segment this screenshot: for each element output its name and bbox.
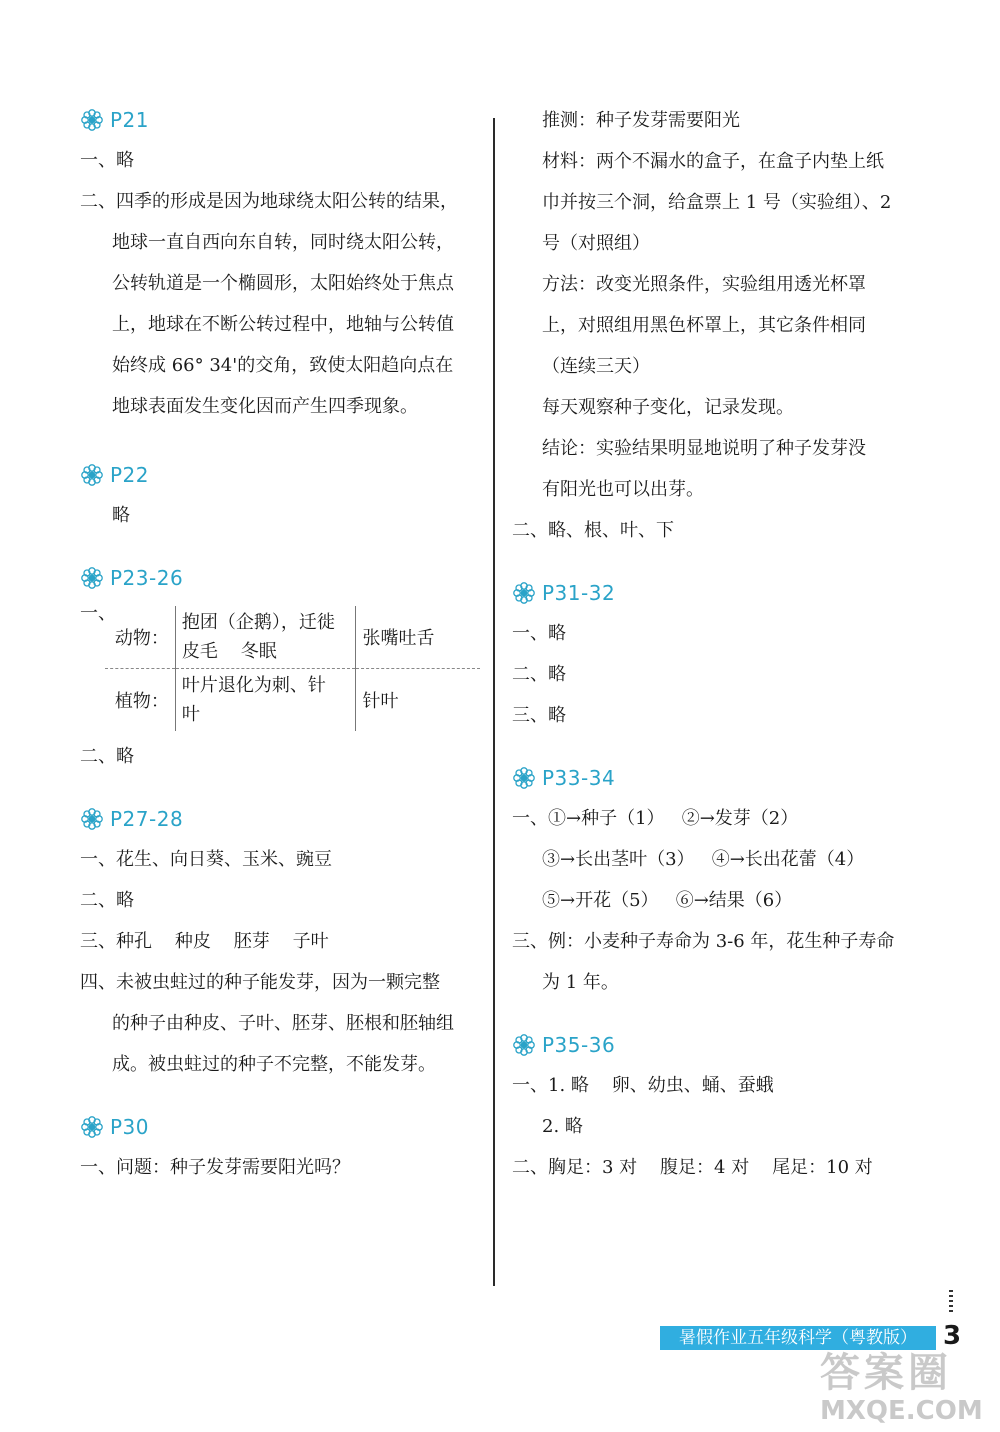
adaptation-table-block [80,598,480,736]
answer-line: 三、略 [512,705,566,726]
table-cell: 针叶 [356,669,480,732]
answer-line: 三、例：小麦种子寿命为 3-6 年，花生种子寿命 [512,931,895,952]
section-title: P30 [110,1115,150,1139]
answer-line: （连续三天） [542,356,650,377]
section-title: P35-36 [542,1033,616,1057]
cell-line: 抱团（企鹅），迁徙 [181,612,335,633]
row-label: 植物： [114,691,169,712]
section-header-p35-36 [512,1025,917,1065]
table-row [105,606,480,669]
flower-bullet-icon [512,1033,536,1057]
section-header-p30 [80,1107,480,1147]
answer-line: 上，对照组用黑色杯罩上，其它条件相同 [542,315,866,336]
section-header-p21 [80,100,480,140]
answer-line: 一、略 [512,623,566,644]
answer-line: 一、问题：种子发芽需要阳光吗？ [80,1157,350,1178]
answer-line: 二、略 [512,664,566,685]
section-title: P31-32 [542,581,616,605]
answer-line: 每天观察种子变化，记录发现。 [542,397,794,418]
flower-bullet-icon [512,581,536,605]
answer-line: 始终成 66° 34'的交角，致使太阳趋向点在 [112,355,454,376]
watermark-url: MXQE.COM [820,1396,983,1426]
answer-line: 的种子由种皮、子叶、胚芽、胚根和胚轴组 [112,1013,454,1034]
answer-line: 四、未被虫蛀过的种子能发芽，因为一颗完整 [80,972,440,993]
answer-line: 结论：实验结果明显地说明了种子发芽没 [542,438,866,459]
cell-line: 叶片退化为刺、针 [181,675,326,696]
section-header-p31-32 [512,573,917,613]
section-header-p33-34 [512,758,917,798]
answer-line: 成。被虫蛀过的种子不完整，不能发芽。 [112,1054,436,1075]
answer-line: ⑤→开花（5） ⑥→结果（6） [542,890,793,911]
table-cell: 张嘴吐舌 [356,606,480,669]
section-header-p22 [80,455,480,495]
flower-bullet-icon [80,566,104,590]
answer-line: 二、四季的形成是因为地球绕太阳公转的结果， [80,191,458,212]
answer-line: 推测：种子发芽需要阳光 [542,110,740,131]
answer-line: 一、1. 略 卵、幼虫、蛹、蚕蛾 [512,1075,774,1096]
answer-line: 为 1 年。 [542,972,619,993]
page-number: 3 [942,1321,962,1351]
book-title-band: 暑假作业五年级科学（粤教版） [660,1326,936,1350]
answer-line: 三、种孔 种皮 胚芽 子叶 [80,931,329,952]
section-header-p27-28 [80,799,480,839]
answer-line: 有阳光也可以出芽。 [542,479,704,500]
watermark-text: 答案圈 [820,1350,952,1396]
answer-line: 二、略 [80,890,134,911]
flower-bullet-icon [512,766,536,790]
flower-bullet-icon [80,463,104,487]
column-divider [493,118,495,1286]
answer-line: 号（对照组） [542,233,650,254]
answer-line: ③→长出茎叶（3） ④→长出花蕾（4） [542,849,865,870]
flower-bullet-icon [80,807,104,831]
answer-line: 一、①→种子（1） ②→发芽（2） [512,808,799,829]
answer-line: 地球一直自西向东自转，同时绕太阳公转， [112,232,454,253]
question-number: 一、 [80,603,116,624]
answer-line: 巾并按三个洞，给盒票上 1 号（实验组）、2 [542,192,892,213]
flower-bullet-icon [80,108,104,132]
flower-bullet-icon [80,1115,104,1139]
answer-line: 二、略 [80,746,134,767]
answer-line: 二、胸足：3 对 腹足：4 对 尾足：10 对 [512,1157,873,1178]
answer-line: 上，地球在不断公转过程中，地轴与公转值 [112,314,454,335]
section-title: P23-26 [110,566,184,590]
left-column [80,100,480,1188]
adaptation-table [105,606,480,731]
table-cell [175,669,356,732]
section-header-p23-26 [80,558,480,598]
answer-line: 一、花生、向日葵、玉米、豌豆 [80,849,332,870]
answer-line: 2. 略 [542,1116,583,1137]
section-title: P22 [110,463,150,487]
answer-line: 二、略、根、叶、下 [512,520,674,541]
answer-line: 略 [112,505,130,526]
watermark [820,1350,990,1430]
table-row [105,669,480,732]
answer-line: 方法：改变光照条件，实验组用透光杯罩 [542,274,866,295]
section-title: P27-28 [110,807,184,831]
cell-line: 皮毛 冬眠 [181,641,277,662]
row-label: 动物： [105,606,175,669]
page-number-dots [949,1290,953,1312]
answer-line: 材料：两个不漏水的盒子，在盒子内垫上纸 [542,151,884,172]
section-title: P33-34 [542,766,616,790]
right-column [512,100,917,1188]
table-cell [175,606,356,669]
cell-line: 叶 [181,704,200,725]
answer-line: 一、略 [80,150,134,171]
section-title: P21 [110,108,150,132]
answer-line: 地球表面发生变化因而产生四季现象。 [112,396,418,417]
answer-line: 公转轨道是一个椭圆形，太阳始终处于焦点 [112,273,454,294]
